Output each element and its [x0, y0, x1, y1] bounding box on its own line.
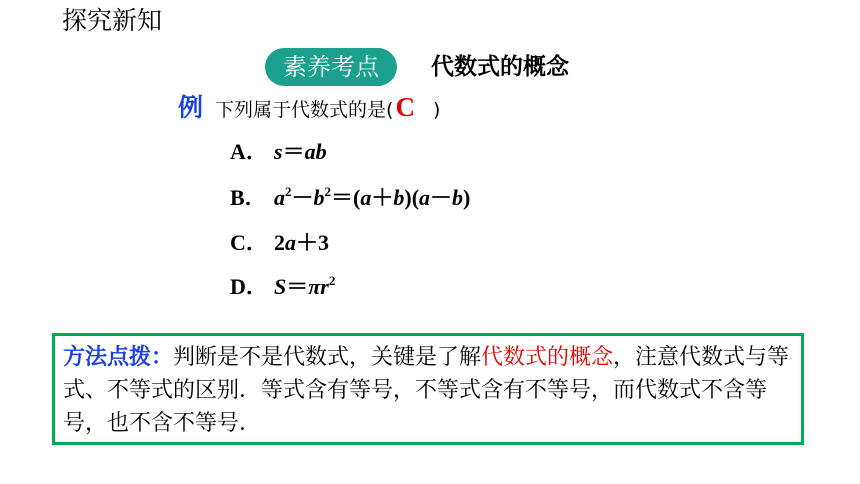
math-var: a [285, 230, 296, 255]
option-letter: A． [230, 139, 268, 164]
option-letter: B． [230, 185, 267, 210]
math-number: 2 [274, 230, 285, 255]
math-var: S [274, 274, 287, 299]
math-var: b [452, 185, 464, 210]
option-c [230, 228, 329, 258]
math-var: πr [308, 274, 329, 299]
math-paren: ) [463, 185, 471, 210]
math-var: a [360, 185, 372, 210]
answer-letter: C [395, 92, 415, 122]
tip-highlight: 代数式的概念 [481, 345, 614, 370]
question-close-paren: ) [432, 99, 441, 121]
math-op: － [291, 185, 314, 210]
math-exponent: 2 [285, 184, 292, 199]
math-op: － [430, 185, 453, 210]
math-var: ab [304, 139, 327, 164]
option-b [230, 183, 470, 213]
math-var: a [419, 185, 431, 210]
math-paren: )( [404, 185, 420, 210]
section-title: 探究新知 [62, 6, 163, 35]
tip-text: ，注意代数式与等式、不等式的区别．等式含有等号，不等式含有不等号，而代数式不含等号，也不含不等号． [63, 345, 790, 436]
example-label: 例 [178, 93, 204, 122]
math-op: ＋ [296, 230, 319, 255]
math-op: ＋ [371, 185, 394, 210]
math-number: 3 [318, 230, 330, 255]
math-var: s [274, 139, 283, 164]
math-var: b [313, 185, 325, 210]
math-exponent: 2 [324, 184, 332, 199]
option-d [230, 272, 335, 302]
math-var: b [393, 185, 405, 210]
math-var: a [274, 185, 285, 210]
tip-text: 判断是不是代数式，关键是了解 [173, 345, 482, 370]
topic-title: 代数式的概念 [431, 54, 569, 80]
example-question-row [178, 90, 440, 124]
option-a [230, 137, 327, 167]
math-paren: ( [353, 185, 361, 210]
math-exponent: 2 [328, 273, 336, 288]
question-text: 下列属于代数式的是( [215, 99, 394, 121]
option-letter: D． [230, 274, 268, 299]
option-letter: C． [230, 230, 268, 255]
math-op: ＝ [286, 274, 309, 299]
math-op: ＝ [331, 185, 354, 210]
method-tip-box [52, 333, 804, 445]
math-op: ＝ [282, 139, 305, 164]
topic-badge: 素养考点 [265, 48, 397, 86]
tip-label: 方法点拨： [63, 345, 174, 370]
